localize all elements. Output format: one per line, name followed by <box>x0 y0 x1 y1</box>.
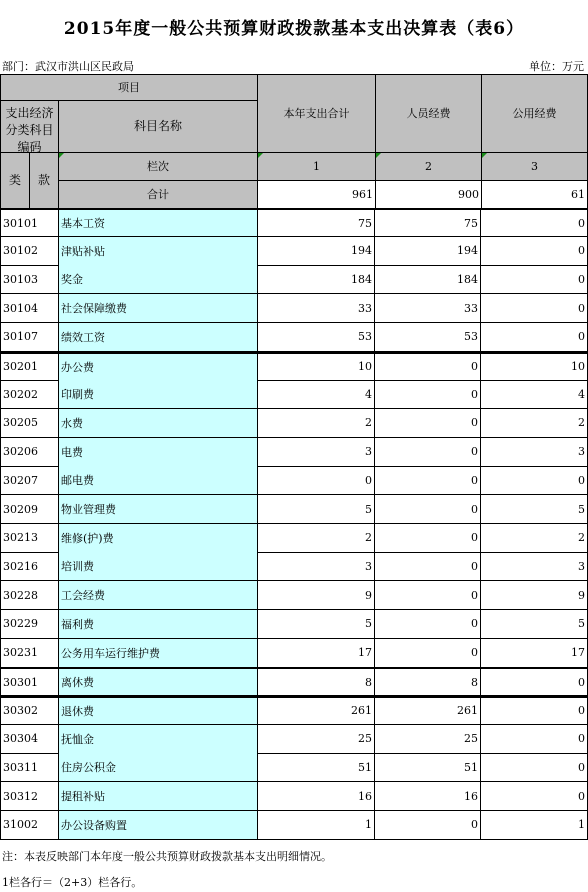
cell-total: 25 <box>258 725 375 754</box>
header-lei-label: 类 <box>8 173 21 187</box>
cell-code: 30311 <box>0 753 59 782</box>
header-sum <box>58 180 258 209</box>
cell-personnel: 0 <box>375 495 481 524</box>
cell-code: 30229 <box>0 610 59 639</box>
cell-subject-name: 办公费 <box>59 352 258 381</box>
table-row <box>0 610 588 639</box>
cell-public: 5 <box>481 495 588 524</box>
cell-public: 0 <box>481 696 588 725</box>
cell-personnel: 25 <box>375 725 481 754</box>
cell-total: 33 <box>258 294 375 323</box>
header-category-code-label: 支出经济分类科目编码 <box>5 106 54 153</box>
cell-code: 30102 <box>0 237 59 266</box>
table-row <box>0 667 588 696</box>
header-public-label: 公用经费 <box>512 107 557 120</box>
header-column-index <box>58 152 258 181</box>
cell-subject-name: 抚恤金 <box>59 725 258 754</box>
cell-subject-name: 办公设备购置 <box>59 811 258 840</box>
cell-subject-name: 印刷费 <box>59 380 258 409</box>
cell-total: 2 <box>258 524 375 553</box>
cell-total: 261 <box>258 696 375 725</box>
cell-code: 30231 <box>0 639 59 668</box>
cell-code: 30202 <box>0 380 59 409</box>
cell-personnel: 0 <box>375 552 481 581</box>
cell-code: 30206 <box>0 438 59 467</box>
table-row <box>0 811 588 840</box>
cell-total: 9 <box>258 581 375 610</box>
cell-code: 30201 <box>0 352 59 381</box>
sum-total-cell <box>257 180 376 209</box>
header-lei <box>0 152 30 209</box>
cell-code: 30312 <box>0 782 59 811</box>
cell-public: 2 <box>481 524 588 553</box>
comment-marker-icon <box>258 153 263 158</box>
cell-code: 30207 <box>0 466 59 495</box>
table-row <box>0 552 588 581</box>
header-col-index-2-label: 2 <box>425 160 432 173</box>
cell-code: 30213 <box>0 524 59 553</box>
cell-subject-name: 社会保障缴费 <box>59 294 258 323</box>
sum-public-value: 61 <box>571 188 585 201</box>
cell-personnel: 194 <box>375 237 481 266</box>
cell-personnel: 0 <box>375 581 481 610</box>
cell-personnel: 0 <box>375 466 481 495</box>
note-line-1: 注：本表反映部门本年度一般公共预算财政拨款基本支出明细情况。 <box>2 850 332 863</box>
cell-subject-name: 维修(护)费 <box>59 524 258 553</box>
cell-personnel: 53 <box>375 323 481 352</box>
cell-total: 8 <box>258 667 375 696</box>
header-col-index-3 <box>481 152 588 181</box>
cell-public: 4 <box>481 380 588 409</box>
cell-personnel: 0 <box>375 639 481 668</box>
header-col-index-1-label: 1 <box>313 160 320 173</box>
cell-total: 3 <box>258 438 375 467</box>
cell-public: 0 <box>481 782 588 811</box>
table-row <box>0 409 588 438</box>
cell-code: 31002 <box>0 811 59 840</box>
cell-personnel: 0 <box>375 409 481 438</box>
header-category-code <box>0 100 59 153</box>
cell-personnel: 16 <box>375 782 481 811</box>
cell-subject-name: 基本工资 <box>59 208 258 237</box>
cell-subject-name: 提租补贴 <box>59 782 258 811</box>
cell-public: 0 <box>481 208 588 237</box>
cell-code: 30301 <box>0 667 59 696</box>
table-row <box>0 524 588 553</box>
comment-marker-icon <box>376 153 381 158</box>
department-label: 部门：武汉市洪山区民政局 <box>2 60 134 73</box>
header-project-label: 项目 <box>118 81 140 94</box>
cell-subject-name: 福利费 <box>59 610 258 639</box>
cell-code: 30216 <box>0 552 59 581</box>
cell-code: 30104 <box>0 294 59 323</box>
cell-public: 17 <box>481 639 588 668</box>
cell-personnel: 75 <box>375 208 481 237</box>
cell-public: 3 <box>481 552 588 581</box>
cell-personnel: 0 <box>375 610 481 639</box>
cell-personnel: 261 <box>375 696 481 725</box>
cell-subject-name: 离休费 <box>59 667 258 696</box>
cell-subject-name: 公务用车运行维护费 <box>59 639 258 668</box>
table-row <box>0 380 588 409</box>
header-kuan-label: 款 <box>37 173 50 187</box>
header-project <box>0 74 258 101</box>
cell-code: 30205 <box>0 409 59 438</box>
cell-code: 30228 <box>0 581 59 610</box>
table-row <box>0 466 588 495</box>
table-row <box>0 782 588 811</box>
cell-subject-name: 退休费 <box>59 696 258 725</box>
header-personnel <box>375 74 482 153</box>
table-row <box>0 725 588 754</box>
header-total <box>257 74 376 153</box>
cell-personnel: 0 <box>375 811 481 840</box>
cell-public: 1 <box>481 811 588 840</box>
header-col-index-3-label: 3 <box>531 160 538 173</box>
cell-total: 2 <box>258 409 375 438</box>
cell-total: 16 <box>258 782 375 811</box>
table-row <box>0 265 588 294</box>
comment-marker-icon <box>482 153 487 158</box>
cell-total: 184 <box>258 265 375 294</box>
header-column-index-label: 栏次 <box>147 160 169 173</box>
cell-personnel: 0 <box>375 438 481 467</box>
cell-code: 30101 <box>0 208 59 237</box>
sum-personnel-value: 900 <box>458 188 479 201</box>
header-subject-name <box>58 100 258 153</box>
header-sum-label: 合计 <box>147 188 169 201</box>
cell-subject-name: 物业管理费 <box>59 495 258 524</box>
cell-subject-name: 绩效工资 <box>59 323 258 352</box>
cell-public: 9 <box>481 581 588 610</box>
cell-public: 3 <box>481 438 588 467</box>
cell-subject-name: 邮电费 <box>59 466 258 495</box>
table-row <box>0 323 588 352</box>
cell-total: 17 <box>258 639 375 668</box>
table-row <box>0 696 588 725</box>
cell-personnel: 184 <box>375 265 481 294</box>
cell-public: 5 <box>481 610 588 639</box>
expenditure-table <box>0 74 588 839</box>
cell-public: 10 <box>481 352 588 381</box>
cell-personnel: 0 <box>375 524 481 553</box>
cell-public: 0 <box>481 466 588 495</box>
report-title: 2015年度一般公共预算财政拨款基本支出决算表（表6） <box>63 19 525 39</box>
header-col-index-1 <box>257 152 376 181</box>
cell-total: 3 <box>258 552 375 581</box>
cell-public: 2 <box>481 409 588 438</box>
table-row <box>0 352 588 381</box>
table-row <box>0 753 588 782</box>
cell-total: 1 <box>258 811 375 840</box>
cell-code: 30107 <box>0 323 59 352</box>
header-subject-name-label: 科目名称 <box>133 119 182 133</box>
header-personnel-label: 人员经费 <box>406 107 451 120</box>
cell-public: 0 <box>481 323 588 352</box>
cell-subject-name: 住房公积金 <box>59 753 258 782</box>
cell-public: 0 <box>481 725 588 754</box>
cell-subject-name: 培训费 <box>59 552 258 581</box>
sum-total-value: 961 <box>352 188 373 201</box>
cell-public: 0 <box>481 667 588 696</box>
cell-total: 4 <box>258 380 375 409</box>
cell-total: 5 <box>258 610 375 639</box>
note-line-2: 1栏各行＝（2+3）栏各行。 <box>2 876 143 889</box>
cell-subject-name: 工会经费 <box>59 581 258 610</box>
cell-code: 30302 <box>0 696 59 725</box>
cell-public: 0 <box>481 753 588 782</box>
table-row <box>0 237 588 266</box>
cell-total: 5 <box>258 495 375 524</box>
cell-public: 0 <box>481 237 588 266</box>
cell-total: 53 <box>258 323 375 352</box>
cell-subject-name: 水费 <box>59 409 258 438</box>
sum-public-cell <box>481 180 588 209</box>
table-row <box>0 639 588 668</box>
cell-total: 194 <box>258 237 375 266</box>
header-total-label: 本年支出合计 <box>283 107 350 120</box>
header-col-index-2 <box>375 152 482 181</box>
table-row <box>0 438 588 467</box>
table-row <box>0 495 588 524</box>
cell-code: 30209 <box>0 495 59 524</box>
cell-personnel: 33 <box>375 294 481 323</box>
cell-public: 0 <box>481 294 588 323</box>
cell-total: 10 <box>258 352 375 381</box>
cell-code: 30304 <box>0 725 59 754</box>
cell-subject-name: 津贴补贴 <box>59 237 258 266</box>
cell-subject-name: 电费 <box>59 438 258 467</box>
cell-public: 0 <box>481 265 588 294</box>
cell-total: 75 <box>258 208 375 237</box>
cell-personnel: 0 <box>375 380 481 409</box>
comment-marker-icon <box>59 153 64 158</box>
table-row <box>0 208 588 237</box>
cell-code: 30103 <box>0 265 59 294</box>
cell-personnel: 8 <box>375 667 481 696</box>
cell-personnel: 0 <box>375 352 481 381</box>
unit-label: 单位：万元 <box>529 60 584 73</box>
cell-total: 0 <box>258 466 375 495</box>
table-row <box>0 581 588 610</box>
table-row <box>0 294 588 323</box>
header-public <box>481 74 588 153</box>
cell-personnel: 51 <box>375 753 481 782</box>
sum-personnel-cell <box>375 180 482 209</box>
cell-total: 51 <box>258 753 375 782</box>
header-kuan <box>29 152 59 209</box>
cell-subject-name: 奖金 <box>59 265 258 294</box>
